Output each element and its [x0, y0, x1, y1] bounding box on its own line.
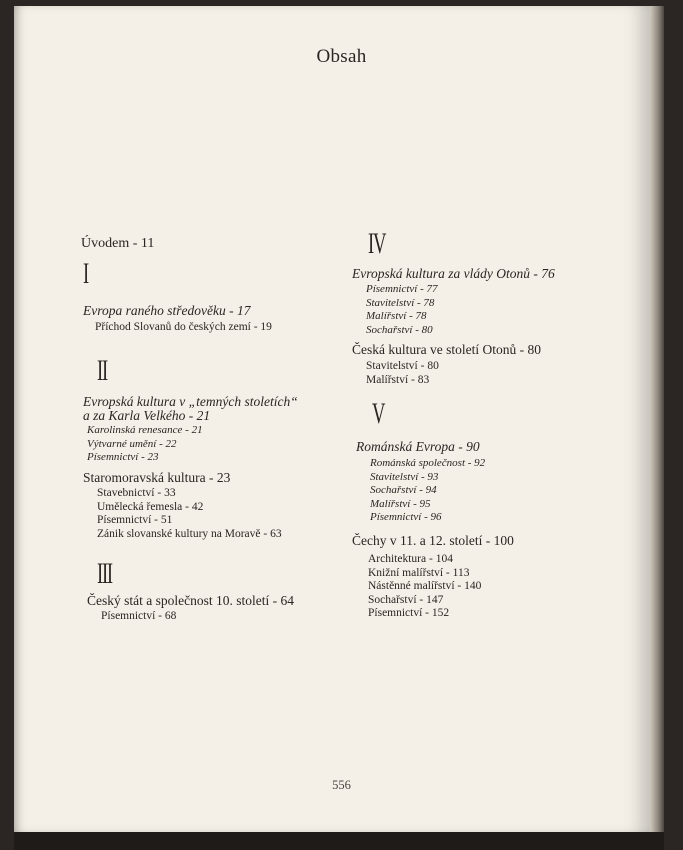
page-edge — [650, 6, 664, 832]
chapter-numeral-3: III — [97, 557, 112, 590]
toc-item: Stavitelství - 80 — [366, 360, 439, 372]
toc-item: Architektura - 104 — [368, 553, 453, 565]
toc-item: Sochařství - 147 — [368, 593, 444, 606]
chapter-title-2-line-2: a za Karla Velkého - 21 — [83, 408, 211, 423]
toc-item: Příchod Slovanů do českých zemí - 19 — [95, 321, 272, 333]
toc-item: Stavebnictví - 33 — [97, 487, 176, 499]
toc-item: Písemnictví - 152 — [368, 607, 450, 619]
toc-item: Malířství - 83 — [366, 373, 430, 386]
toc-item: Písemnictví - 77 — [366, 283, 438, 295]
toc-item: Sochařství - 94 — [370, 484, 437, 496]
toc-item: Knižní malířství - 113 — [368, 566, 470, 579]
toc-item: Zánik slovanské kultury na Moravě - 63 — [97, 527, 282, 540]
toc-item: Umělecká řemesla - 42 — [97, 500, 204, 513]
section-moravia-items — [97, 487, 282, 541]
toc-item: Románská společnost - 92 — [370, 457, 486, 469]
toc-intro: Úvodem - 11 — [81, 236, 155, 251]
chapter-5-items — [370, 457, 485, 525]
chapter-title-5: Románská Evropa - 90 — [356, 439, 480, 454]
chapter-title-2-line-1: Evropská kultura v „temných stoletích“ — [83, 394, 298, 409]
toc-item: Sochařství - 80 — [366, 323, 433, 336]
chapter-numeral-1: I — [83, 257, 88, 290]
section-title-otto: Česká kultura ve století Otonů - 80 — [352, 342, 541, 357]
chapter-title-1: Evropa raného středověku - 17 — [83, 303, 251, 318]
toc-item: Výtvarné umění - 22 — [87, 437, 177, 450]
chapter-title-4: Evropská kultura za vlády Otonů - 76 — [352, 266, 555, 281]
section-bohemia-items — [368, 553, 481, 621]
toc-item: Písemnictví - 68 — [101, 610, 177, 622]
toc-item: Písemnictví - 96 — [370, 511, 442, 523]
chapter-numeral-5: V — [372, 397, 385, 430]
page-title: Obsah — [316, 46, 367, 67]
section-title-moravia: Staromoravská kultura - 23 — [83, 470, 231, 485]
toc-item: Malířství - 78 — [366, 310, 427, 322]
toc-item: Stavitelství - 78 — [366, 296, 435, 309]
toc-item: Stavitelství - 93 — [370, 470, 439, 483]
chapter-1-items — [95, 321, 272, 335]
toc-item: Písemnictví - 23 — [87, 451, 159, 463]
section-title-czech-state: Český stát a společnost 10. století - 64 — [87, 593, 294, 608]
chapter-4-items — [366, 283, 437, 337]
scan-border — [14, 832, 664, 850]
section-czech-state-items — [101, 610, 176, 624]
section-otto-items — [366, 360, 439, 387]
chapter-2-items — [87, 424, 203, 465]
page-number: 556 — [332, 778, 351, 792]
chapter-numeral-4: IV — [368, 227, 386, 260]
toc-item: Nástěnné malířství - 140 — [368, 580, 482, 592]
chapter-numeral-2: II — [97, 354, 107, 387]
toc-item: Karolinská renesance - 21 — [87, 424, 203, 436]
section-title-bohemia: Čechy v 11. a 12. století - 100 — [352, 533, 514, 548]
toc-item: Malířství - 95 — [370, 497, 431, 510]
toc-item: Písemnictví - 51 — [97, 514, 173, 526]
